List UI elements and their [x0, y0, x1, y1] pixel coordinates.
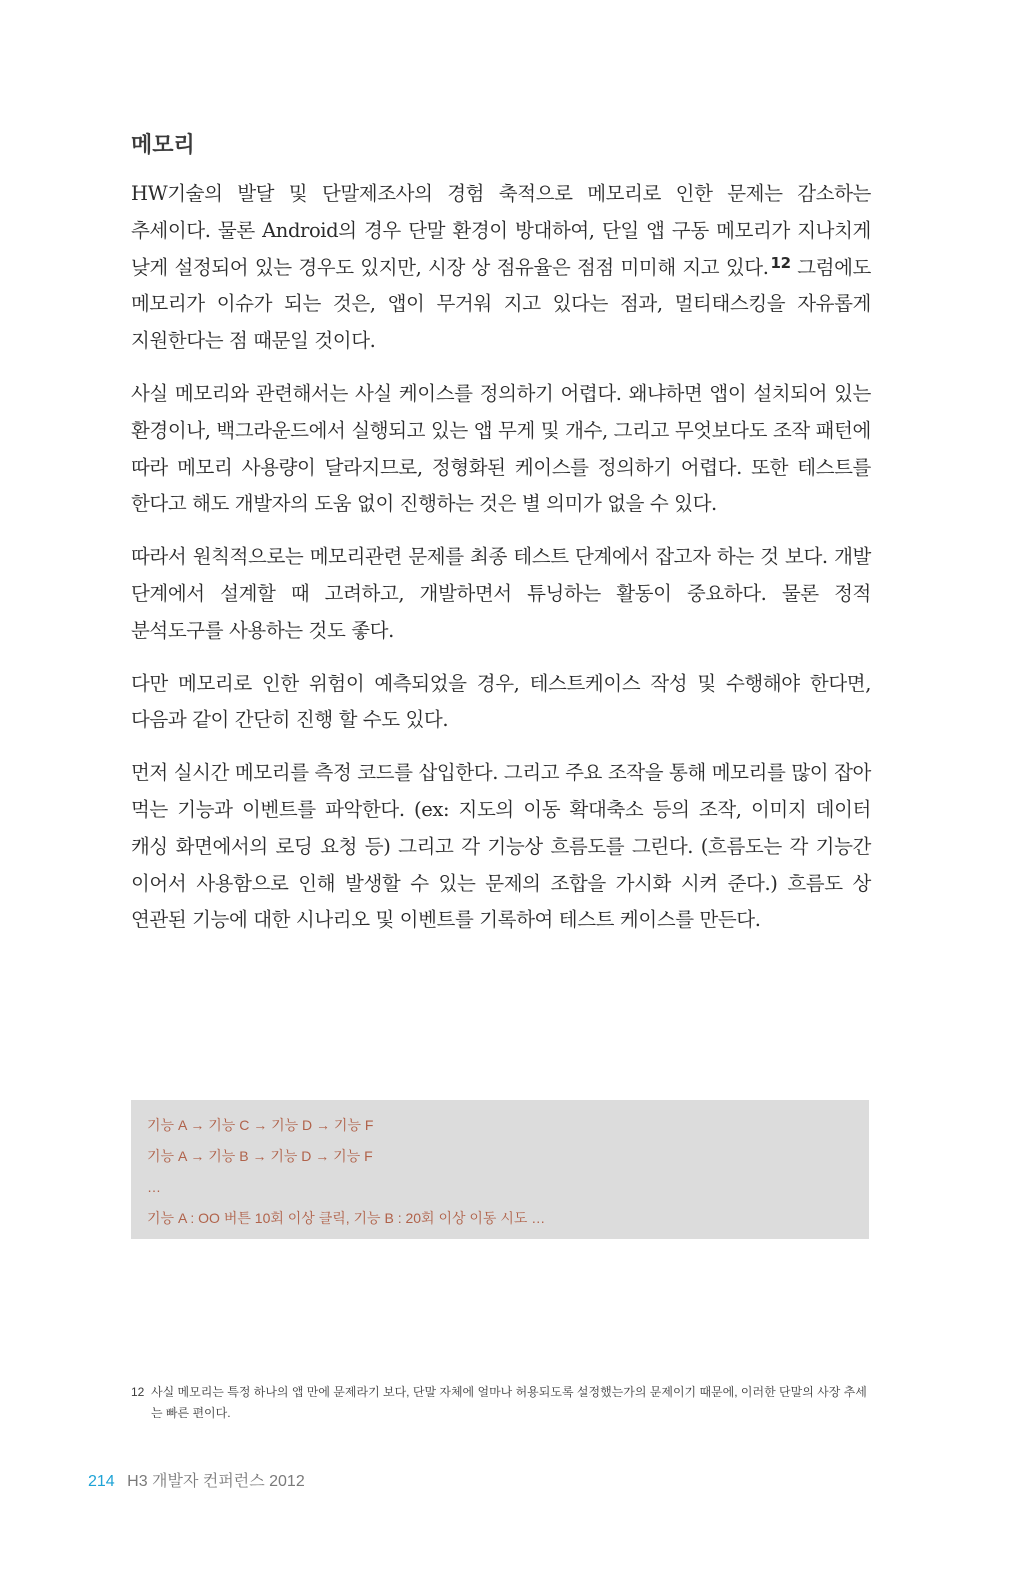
paragraph-1: [131, 176, 871, 360]
paragraph-5: 먼저 실시간 메모리를 측정 코드를 삽입한다. 그리고 주요 조작을 통해 메모리를 많이 잡아 먹는 기능과 이벤트를 파악한다. (ex: 지도의 이동 확대축소 등의 조작, 이미지 데이터 캐싱 화면에서의 로딩 요청 등) 그리고 각 기능상 흐름도를 그린다. (흐름도는 각 기능간 이어서 사용함으로 인해 발생할 수 있는 문제의 조합을 가시화 시켜 준다.) 흐름도 상 연관된 기능에 대한 시나리오 및 이벤트를 기록하여 테스트 케이스를 만든다.: [131, 761, 871, 932]
footnote: [131, 1382, 871, 1424]
paragraph-1-text: HW기술의 발달 및 단말제조사의 경험 축적으로 메모리로 인한 문제는 감소하는 추세이다. 물론 Android의 경우 단말 환경이 방대하여, 단일 앱 구동 메모리가 지나치게 낮게 설정되어 있는 경우도 있지만, 시장 상 점유율은 점점 미미해 지고 있다.: [131, 182, 871, 279]
page-number: 214: [88, 1473, 115, 1490]
paragraph-3: 따라서 원칙적으로는 메모리관련 문제를 최종 테스트 단계에서 잡고자 하는 것 보다. 개발 단계에서 설계할 때 고려하고, 개발하면서 튜닝하는 활동이 중요하다. 물론 정적 분석도구를 사용하는 것도 좋다.: [131, 545, 871, 642]
body-text: [131, 176, 871, 955]
footnote-reference[interactable]: 12: [770, 253, 791, 272]
example-event-line: 기능 A : OO 버튼 10회 이상 클릭, 기능 B : 20회 이상 이동 시도 …: [147, 1210, 546, 1226]
example-ellipsis-line: …: [147, 1179, 161, 1195]
paragraph-2: 사실 메모리와 관련해서는 사실 케이스를 정의하기 어렵다. 왜냐하면 앱이 설치되어 있는 환경이나, 백그라운드에서 실행되고 있는 앱 무게 및 개수, 그리고 무엇보다도 조작 패턴에 따라 메모리 사용량이 달라지므로, 정형화된 케이스를 정의하기 어렵다. 또한 테스트를 한다고 해도 개발자의 도움 없이 진행하는 것은 별 의미가 없을 수 있다.: [131, 381, 871, 516]
example-flow-line: 기능 A → 기능 C → 기능 D → 기능 F: [147, 1117, 374, 1133]
paragraph-4: 다만 메모리로 인한 위험이 예측되었을 경우, 테스트케이스 작성 및 수행해야 한다면, 다음과 같이 간단히 진행 할 수도 있다.: [131, 671, 871, 732]
footnote-number: 12: [131, 1385, 145, 1399]
book-title: H3 개발자 컨퍼런스 2012: [127, 1473, 305, 1490]
page-footer: [88, 1468, 305, 1491]
section-title: 메모리: [131, 133, 195, 158]
example-flow-line: 기능 A → 기능 B → 기능 D → 기능 F: [147, 1148, 373, 1164]
example-scenario-box: [131, 1100, 869, 1239]
footnote-text: 사실 메모리는 특정 하나의 앱 만에 문제라기 보다, 단말 자체에 얼마나 허용되도록 설정했는가의 문제이기 때문에, 이러한 단말의 사장 추세는 빠른 편이다.: [151, 1385, 867, 1420]
paragraph-1-text-continued: 그럼에도 메모리가 이슈가 되는 것은, 앱이 무거워 지고 있다는 점과, 멀티태스킹을 자유롭게 지원한다는 점 때문일 것이다.: [131, 255, 871, 353]
